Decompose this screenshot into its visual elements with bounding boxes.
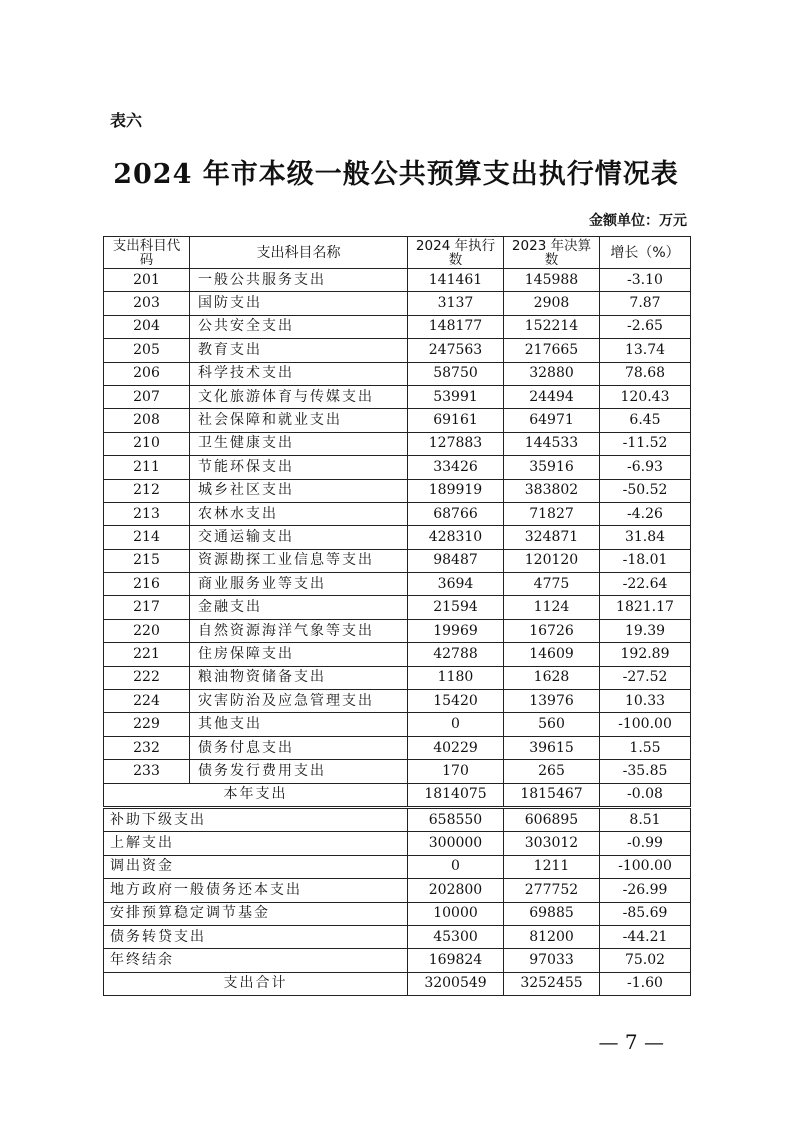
table-row xyxy=(104,502,691,525)
row-exec-2024: 1180 xyxy=(408,666,504,689)
total-exec-2024: 3200549 xyxy=(408,972,504,995)
extra-row-exec-2024: 10000 xyxy=(408,902,504,925)
row-name: 城乡社区支出 xyxy=(190,479,408,502)
table-row xyxy=(104,456,691,479)
table-row xyxy=(104,760,691,783)
table-row xyxy=(104,596,691,619)
extra-row-exec-2024: 0 xyxy=(408,855,504,878)
table-row xyxy=(104,690,691,713)
subtotal-final-2023: 1815467 xyxy=(504,783,600,807)
extra-row-exec-2024: 45300 xyxy=(408,925,504,948)
table-row xyxy=(104,526,691,549)
row-name: 农林水支出 xyxy=(190,502,408,525)
table-body xyxy=(104,269,691,996)
row-exec-2024: 170 xyxy=(408,760,504,783)
row-name: 科学技术支出 xyxy=(190,362,408,385)
extra-row xyxy=(104,925,691,948)
total-final-2023: 3252455 xyxy=(504,972,600,995)
extra-row-growth: -44.21 xyxy=(600,925,691,948)
row-code: 204 xyxy=(104,315,190,338)
total-label: 支出合计 xyxy=(104,972,408,995)
row-growth: -11.52 xyxy=(600,432,691,455)
row-final-2023: 2908 xyxy=(504,292,600,315)
row-code: 232 xyxy=(104,736,190,759)
extra-row-name: 调出资金 xyxy=(104,855,408,878)
table-label: 表六 xyxy=(110,111,143,130)
row-code: 212 xyxy=(104,479,190,502)
row-growth: 78.68 xyxy=(600,362,691,385)
table-row xyxy=(104,315,691,338)
extra-row-exec-2024: 169824 xyxy=(408,949,504,972)
extra-row-final-2023: 303012 xyxy=(504,832,600,855)
row-final-2023: 1124 xyxy=(504,596,600,619)
extra-row-name: 债务转贷支出 xyxy=(104,925,408,948)
row-code: 233 xyxy=(104,760,190,783)
row-name: 交通运输支出 xyxy=(190,526,408,549)
row-name: 其他支出 xyxy=(190,713,408,736)
extra-row-exec-2024: 300000 xyxy=(408,832,504,855)
table-row xyxy=(104,549,691,572)
row-code: 216 xyxy=(104,573,190,596)
row-exec-2024: 15420 xyxy=(408,690,504,713)
row-name: 金融支出 xyxy=(190,596,408,619)
row-growth: -22.64 xyxy=(600,573,691,596)
row-final-2023: 560 xyxy=(504,713,600,736)
row-growth: 1821.17 xyxy=(600,596,691,619)
row-exec-2024: 189919 xyxy=(408,479,504,502)
extra-row-growth: -26.99 xyxy=(600,879,691,902)
row-code: 208 xyxy=(104,409,190,432)
row-code: 215 xyxy=(104,549,190,572)
table-row xyxy=(104,479,691,502)
header-code: 支出科目代码 xyxy=(104,237,190,269)
extra-row-exec-2024: 202800 xyxy=(408,879,504,902)
row-code: 214 xyxy=(104,526,190,549)
row-growth: 19.39 xyxy=(600,619,691,642)
extra-row-final-2023: 277752 xyxy=(504,879,600,902)
extra-row xyxy=(104,902,691,925)
row-name: 自然资源海洋气象等支出 xyxy=(190,619,408,642)
header-growth: 增长（%） xyxy=(600,237,691,269)
row-code: 222 xyxy=(104,666,190,689)
extra-row-final-2023: 81200 xyxy=(504,925,600,948)
row-code: 201 xyxy=(104,269,190,292)
row-growth: 31.84 xyxy=(600,526,691,549)
table-header-row xyxy=(104,237,691,269)
table-row xyxy=(104,432,691,455)
extra-row-growth: 8.51 xyxy=(600,807,691,831)
row-growth: -35.85 xyxy=(600,760,691,783)
row-name: 债务付息支出 xyxy=(190,736,408,759)
row-growth: 192.89 xyxy=(600,643,691,666)
extra-row-name: 地方政府一般债务还本支出 xyxy=(104,879,408,902)
extra-row-name: 补助下级支出 xyxy=(104,807,408,831)
table-row xyxy=(104,713,691,736)
subtotal-growth: -0.08 xyxy=(600,783,691,807)
expenditure-table xyxy=(103,236,691,996)
row-growth: -2.65 xyxy=(600,315,691,338)
extra-row-final-2023: 606895 xyxy=(504,807,600,831)
extra-row-final-2023: 97033 xyxy=(504,949,600,972)
row-growth: 7.87 xyxy=(600,292,691,315)
header-final-2023: 2023 年决算数 xyxy=(504,237,600,269)
row-growth: -100.00 xyxy=(600,713,691,736)
row-code: 213 xyxy=(104,502,190,525)
row-exec-2024: 148177 xyxy=(408,315,504,338)
extra-row xyxy=(104,879,691,902)
row-code: 211 xyxy=(104,456,190,479)
table-row xyxy=(104,362,691,385)
table-row xyxy=(104,573,691,596)
row-name: 卫生健康支出 xyxy=(190,432,408,455)
extra-row xyxy=(104,832,691,855)
row-name: 灾害防治及应急管理支出 xyxy=(190,690,408,713)
row-growth: -6.93 xyxy=(600,456,691,479)
extra-row-final-2023: 69885 xyxy=(504,902,600,925)
row-name: 粮油物资储备支出 xyxy=(190,666,408,689)
page-number: — 7 — xyxy=(598,1030,664,1054)
row-final-2023: 217665 xyxy=(504,339,600,362)
row-code: 205 xyxy=(104,339,190,362)
row-growth: 1.55 xyxy=(600,736,691,759)
row-name: 商业服务业等支出 xyxy=(190,573,408,596)
row-name: 节能环保支出 xyxy=(190,456,408,479)
table-row xyxy=(104,269,691,292)
row-final-2023: 1628 xyxy=(504,666,600,689)
extra-row-growth: 75.02 xyxy=(600,949,691,972)
row-growth: 120.43 xyxy=(600,385,691,408)
row-name: 国防支出 xyxy=(190,292,408,315)
row-growth: 10.33 xyxy=(600,690,691,713)
row-exec-2024: 42788 xyxy=(408,643,504,666)
row-exec-2024: 53991 xyxy=(408,385,504,408)
row-exec-2024: 428310 xyxy=(408,526,504,549)
table-row xyxy=(104,736,691,759)
extra-row-growth: -100.00 xyxy=(600,855,691,878)
row-code: 221 xyxy=(104,643,190,666)
row-final-2023: 64971 xyxy=(504,409,600,432)
row-final-2023: 265 xyxy=(504,760,600,783)
header-name: 支出科目名称 xyxy=(190,237,408,269)
row-final-2023: 4775 xyxy=(504,573,600,596)
table-row xyxy=(104,643,691,666)
header-exec-2024: 2024 年执行数 xyxy=(408,237,504,269)
extra-row-name: 安排预算稳定调节基金 xyxy=(104,902,408,925)
row-code: 229 xyxy=(104,713,190,736)
row-code: 206 xyxy=(104,362,190,385)
row-final-2023: 35916 xyxy=(504,456,600,479)
row-exec-2024: 247563 xyxy=(408,339,504,362)
subtotal-label: 本年支出 xyxy=(104,783,408,807)
row-final-2023: 152214 xyxy=(504,315,600,338)
row-code: 210 xyxy=(104,432,190,455)
total-row xyxy=(104,972,691,995)
row-exec-2024: 21594 xyxy=(408,596,504,619)
row-code: 224 xyxy=(104,690,190,713)
extra-row-growth: -0.99 xyxy=(600,832,691,855)
row-code: 207 xyxy=(104,385,190,408)
row-growth: 13.74 xyxy=(600,339,691,362)
extra-row xyxy=(104,855,691,878)
row-exec-2024: 0 xyxy=(408,713,504,736)
row-exec-2024: 98487 xyxy=(408,549,504,572)
row-final-2023: 144533 xyxy=(504,432,600,455)
table-row xyxy=(104,619,691,642)
row-growth: -18.01 xyxy=(600,549,691,572)
extra-row xyxy=(104,807,691,831)
table-row xyxy=(104,666,691,689)
row-code: 203 xyxy=(104,292,190,315)
extra-row xyxy=(104,949,691,972)
row-name: 一般公共服务支出 xyxy=(190,269,408,292)
table-row xyxy=(104,339,691,362)
row-final-2023: 16726 xyxy=(504,619,600,642)
row-exec-2024: 141461 xyxy=(408,269,504,292)
extra-row-name: 上解支出 xyxy=(104,832,408,855)
row-code: 217 xyxy=(104,596,190,619)
row-code: 220 xyxy=(104,619,190,642)
table-row xyxy=(104,385,691,408)
total-growth: -1.60 xyxy=(600,972,691,995)
row-exec-2024: 33426 xyxy=(408,456,504,479)
table-row xyxy=(104,409,691,432)
unit-label: 金额单位：万元 xyxy=(589,213,687,229)
row-final-2023: 145988 xyxy=(504,269,600,292)
row-growth: -4.26 xyxy=(600,502,691,525)
extra-row-exec-2024: 658550 xyxy=(408,807,504,831)
row-final-2023: 120120 xyxy=(504,549,600,572)
row-final-2023: 383802 xyxy=(504,479,600,502)
row-exec-2024: 3137 xyxy=(408,292,504,315)
row-name: 教育支出 xyxy=(190,339,408,362)
row-exec-2024: 127883 xyxy=(408,432,504,455)
row-final-2023: 39615 xyxy=(504,736,600,759)
row-growth: -50.52 xyxy=(600,479,691,502)
row-exec-2024: 69161 xyxy=(408,409,504,432)
extra-row-growth: -85.69 xyxy=(600,902,691,925)
row-exec-2024: 3694 xyxy=(408,573,504,596)
row-growth: -27.52 xyxy=(600,666,691,689)
row-final-2023: 14609 xyxy=(504,643,600,666)
row-exec-2024: 19969 xyxy=(408,619,504,642)
row-name: 资源勘探工业信息等支出 xyxy=(190,549,408,572)
row-exec-2024: 68766 xyxy=(408,502,504,525)
row-name: 住房保障支出 xyxy=(190,643,408,666)
row-final-2023: 24494 xyxy=(504,385,600,408)
page-title: 2024 年市本级一般公共预算支出执行情况表 xyxy=(113,159,679,190)
row-final-2023: 13976 xyxy=(504,690,600,713)
row-final-2023: 71827 xyxy=(504,502,600,525)
row-exec-2024: 40229 xyxy=(408,736,504,759)
row-name: 公共安全支出 xyxy=(190,315,408,338)
subtotal-exec-2024: 1814075 xyxy=(408,783,504,807)
row-final-2023: 324871 xyxy=(504,526,600,549)
subtotal-row xyxy=(104,783,691,807)
row-exec-2024: 58750 xyxy=(408,362,504,385)
row-final-2023: 32880 xyxy=(504,362,600,385)
table-row xyxy=(104,292,691,315)
row-name: 债务发行费用支出 xyxy=(190,760,408,783)
extra-row-name: 年终结余 xyxy=(104,949,408,972)
row-growth: 6.45 xyxy=(600,409,691,432)
row-name: 文化旅游体育与传媒支出 xyxy=(190,385,408,408)
extra-row-final-2023: 1211 xyxy=(504,855,600,878)
row-growth: -3.10 xyxy=(600,269,691,292)
row-name: 社会保障和就业支出 xyxy=(190,409,408,432)
